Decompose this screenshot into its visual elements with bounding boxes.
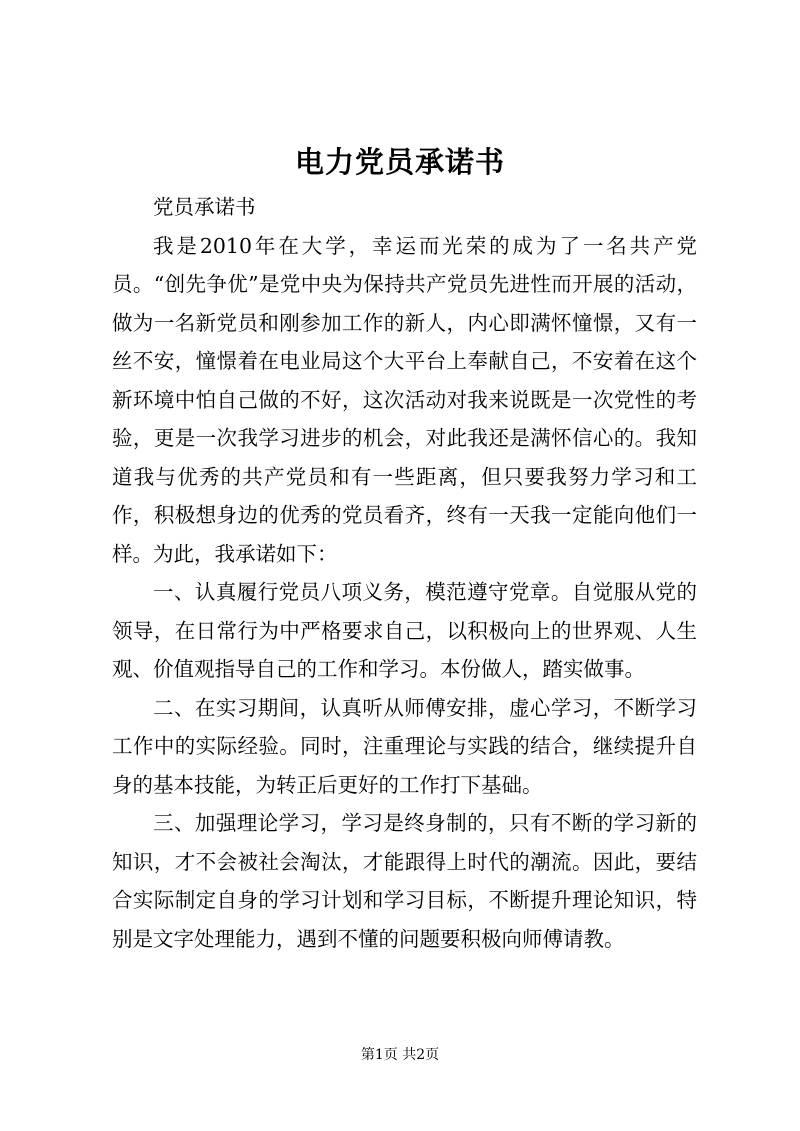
paragraph-commitment-2: 二、在实习期间，认真听从师傅安排，虚心学习，不断学习工作中的实际经验。同时，注重理论与实践的结合，继续提升自身的基本技能，为转正后更好的工作打下基础。 xyxy=(112,695,697,797)
paragraph-commitment-1: 一、认真履行党员八项义务，模范遵守党章。自觉服从党的领导，在日常行为中严格要求自己，以积极向上的世界观、人生观、价值观指导自己的工作和学习。本份做人，踏实做事。 xyxy=(112,580,697,681)
paragraph-heading: 党员承诺书 xyxy=(153,195,256,219)
paragraph-commitment-3: 三、加强理论学习，学习是终身制的，只有不断的学习新的知识，才不会被社会淘汰，才能跟得上时代的潮流。因此，要结合实际制定自身的学习计划和学习目标，不断提升理论知识，特别是文字处理能力，遇到不懂的问题要积极向师傅请教。 xyxy=(112,811,697,951)
paragraph-intro: 我是2010年在大学，幸运而光荣的成为了一名共产党员。“创先争优”是党中央为保持共产党员先进性而开展的活动，做为一名新党员和刚参加工作的新人，内心即满怀憧憬，又有一丝不安，憧憬着在电业局这个大平台上奉献自己，不安着在这个新环境中怕自己做的不好，这次活动对我来说既是一次党性的考验，更是一次我学习进步的机会，对此我还是满怀信心的。我知道我与优秀的共产党员和有一些距离，但只要我努力学习和工作，积极想身边的优秀的党员看齐，终有一天我一定能向他们一样。为此，我承诺如下： xyxy=(112,233,697,566)
document-title: 电力党员承诺书 xyxy=(294,145,505,179)
page-number: 第1页 共2页 xyxy=(360,1047,440,1063)
document-body xyxy=(112,188,697,958)
